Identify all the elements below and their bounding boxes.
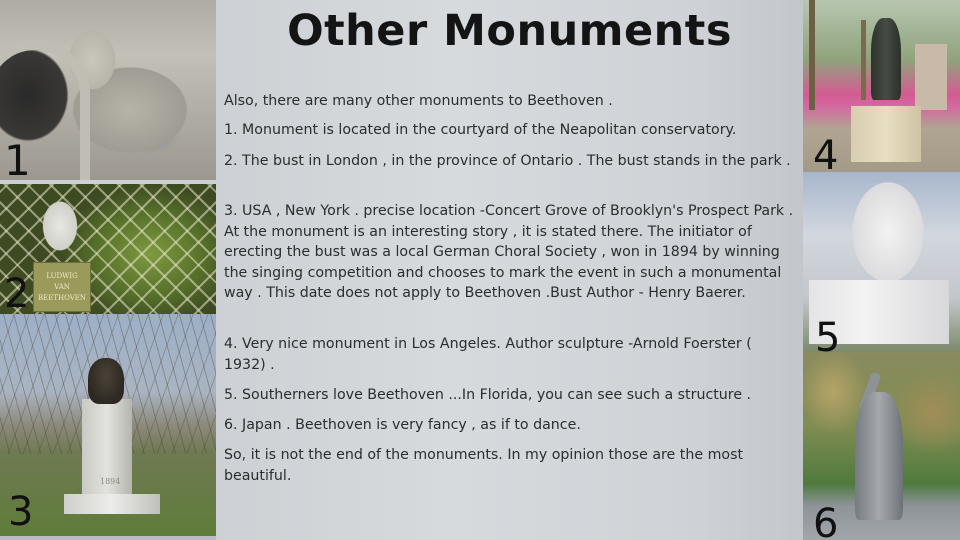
plaque-line: VAN	[54, 283, 70, 291]
palm-trunk	[861, 20, 866, 100]
photo-number-2: 2	[4, 271, 30, 314]
list-item-1: 1. Monument is located in the courtyard of the Neapolitan conservatory.	[224, 122, 737, 138]
photo-london-bust	[0, 184, 216, 314]
slide-title: Other Monuments	[287, 6, 732, 56]
plaque-line: BEETHOVEN	[37, 294, 87, 302]
photo-number-3: 3	[8, 489, 34, 535]
list-item-2: 2. The bust in London , in the province of Ontario . The bust stands in the park .	[224, 153, 791, 169]
pedestal-base	[64, 494, 160, 514]
photo-number-6: 6	[813, 501, 839, 540]
photo-naples-statue	[0, 0, 216, 180]
stone-pillar	[915, 44, 947, 110]
photo-number-4: 4	[813, 133, 839, 172]
intro-paragraph: Also, there are many other monuments to Beethoven .	[224, 93, 613, 109]
photo-brooklyn-bust	[0, 314, 216, 536]
list-item-6: 6. Japan . Beethoven is very fancy , as if to dance.	[224, 417, 581, 433]
bronze-statue	[871, 18, 901, 100]
bronze-bust	[88, 358, 124, 404]
conclusion-paragraph: So, it is not the end of the monuments. In my opinion those are the most beautiful.	[224, 447, 744, 484]
photo-number-5: 5	[815, 315, 841, 352]
photo-number-1: 1	[4, 136, 31, 180]
bust-plaque	[33, 262, 91, 312]
pedestal	[851, 106, 921, 162]
photo-los-angeles-statue	[803, 0, 960, 172]
pedestal	[82, 399, 132, 509]
photo-florida-bust	[803, 172, 960, 352]
pedestal-inscription: 1894	[100, 477, 121, 486]
photo-japan-statue	[803, 352, 960, 540]
list-item-4: 4. Very nice monument in Los Angeles. Author sculpture -Arnold Foerster ( 1932) .	[224, 336, 752, 373]
palm-trunk	[809, 0, 815, 110]
list-item-3: 3. USA , New York . precise location -Concert Grove of Brooklyn's Prospect Park . At the monument is an interesting story , it is stated there. The initiator of erecting the bust was a local German Choral Society , won in 1894 by winning the singing competition and chooses to mark the event in such a monumental way . This date does not apply to Beethoven .Bust Author - Henry Baerer.	[224, 203, 794, 301]
plaque-line: LUDWIG	[46, 272, 78, 280]
list-item-5: 5. Southerners love Beethoven ...In Florida, you can see such a structure .	[224, 387, 752, 403]
stone-statue	[855, 392, 903, 520]
